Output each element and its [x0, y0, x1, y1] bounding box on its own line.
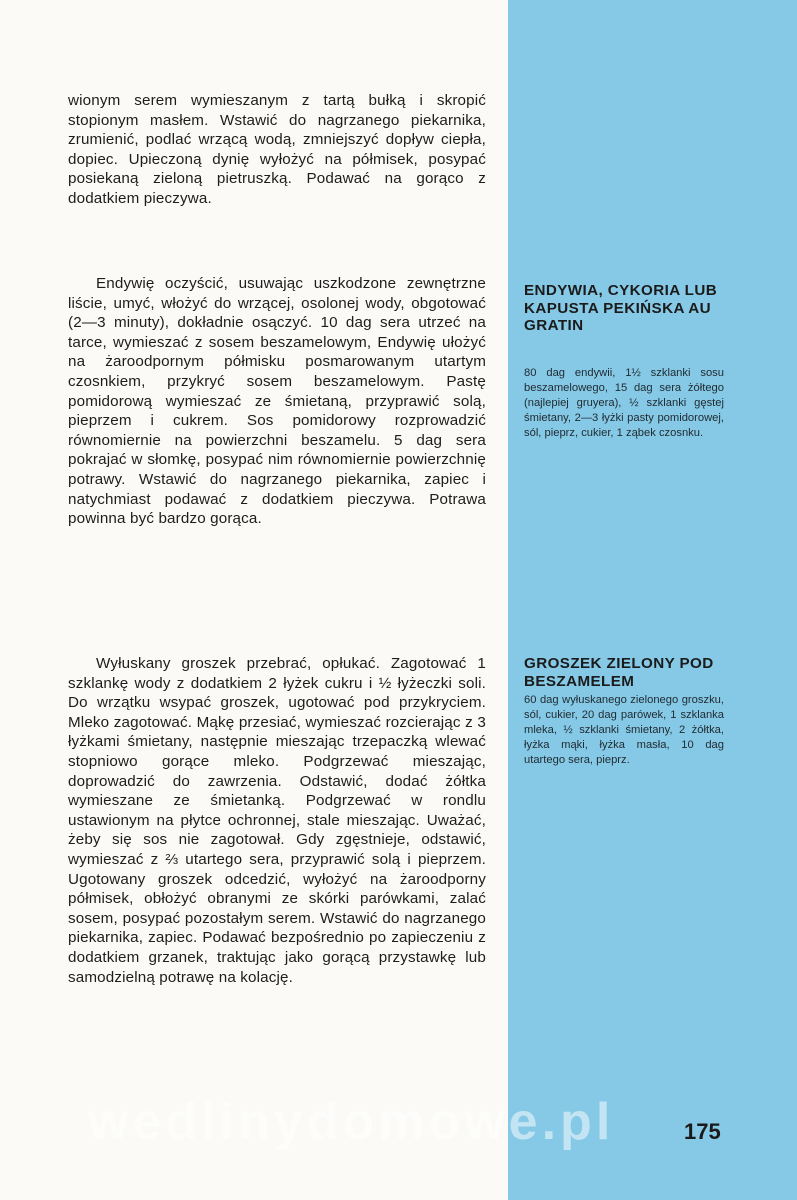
- intro-paragraph: wionym serem wymieszanym z tartą bułką i skropić stopionym masłem. Wstawić do nagrzanego piekarnika, zrumienić, podlać wrzącą wodą, zmniejszyć dopływ ciepła, dopiec. Upieczoną dynię wyłożyć na półmisek, posypać posiekaną zieloną pietruszką. Podawać na gorąco z dodatkiem pieczywa.: [68, 92, 486, 207]
- recipe-title-endywia: ENDYWIA, CYKORIA LUB KAPUSTA PEKIŃSKA AU GRATIN: [524, 282, 718, 334]
- recipe-title-groszek: GROSZEK ZIELONY POD BESZAMELEM: [524, 655, 714, 690]
- recipe-sidebar: [508, 0, 797, 1200]
- recipe-method-endywia: [68, 274, 486, 529]
- ingredients-groszek: 60 dag wyłuskanego zielonego groszku, sól, cukier, 20 dag parówek, 1 szklanka mleka, ½ szklanki śmietany, 2 żółtka, łyżka mąki, łyżka masła, 10 dag utartego sera, pieprz.: [524, 694, 724, 766]
- method-text: Wyłuskany groszek przebrać, opłukać. Zagotować 1 szklankę wody z dodatkiem 2 łyżek cukru i ½ łyżeczki soli. Do wrzątku wsypać groszek, ugotować pod przykryciem. Mleko zagotować. Mąkę przesiać, wymieszać rozcierając z 3 łyżkami śmietany, następnie mieszając trzepaczką wlewać stopniowo gorące mleko. Podgrzewać mieszając, doprowadzić do zawrzenia. Odstawić, dodać żółtka wymieszane ze śmietanką. Podgrzewać w rondlu ustawionym na płytce ochronnej, stale mieszając. Uważać, żeby się sos nie zagotował. Gdy zgęstnieje, odstawić, wymieszać z ⅔ utartego sera, przyprawić solą i pieprzem. Ugotowany groszek odcedzić, wyłożyć na żaroodporny półmisek, obłożyć obranymi ze skórki parówkami, zalać sosem, posypać pozostałym serem. Wstawić do nagrzanego piekarnika, zapiec. Podawać bezpośrednio po zapieczeniu z dodatkiem grzanek, traktując jako gorącą przystawkę lub samodzielną potrawę na kolację.: [68, 655, 486, 986]
- ingredients-endywia: 80 dag endywii, 1½ szklanki sosu beszamelowego, 15 dag sera żółtego (najlepiej gruyera), ½ szklanki gęstej śmietany, 2—3 łyżki pasty pomidorowej, sól, pieprz, cukier, 1 ząbek czosnku.: [524, 367, 724, 439]
- watermark: wedlinydomowe.pl: [88, 1093, 615, 1151]
- recipe-method-groszek: [68, 654, 486, 987]
- method-text: Endywię oczyścić, usuwając uszkodzone zewnętrzne liście, umyć, włożyć do wrzącej, osolonej wody, obgotować (2—3 minuty), dokładnie osączyć. 10 dag sera utrzeć na tarce, wymieszać z sosem beszamelowym, Endywię ułożyć na żaroodpornym półmisku posmarowanym utartym czosnkiem, przykryć sosem beszamelowym. Pastę pomidorową wymieszać ze śmietaną, przyprawić solą, pieprzem i cukrem. Sos pomidorowy rozprowadzić równomiernie na powierzchni beszamelu. 5 dag sera pokrajać w słomkę, posypać nim równomiernie powierzchnię potrawy. Wstawić do nagrzanego piekarnika, zapiec i natychmiast podawać z dodatkiem pieczywa. Potrawa powinna być bardzo gorąca.: [68, 275, 486, 528]
- page-number: 175: [684, 1119, 721, 1144]
